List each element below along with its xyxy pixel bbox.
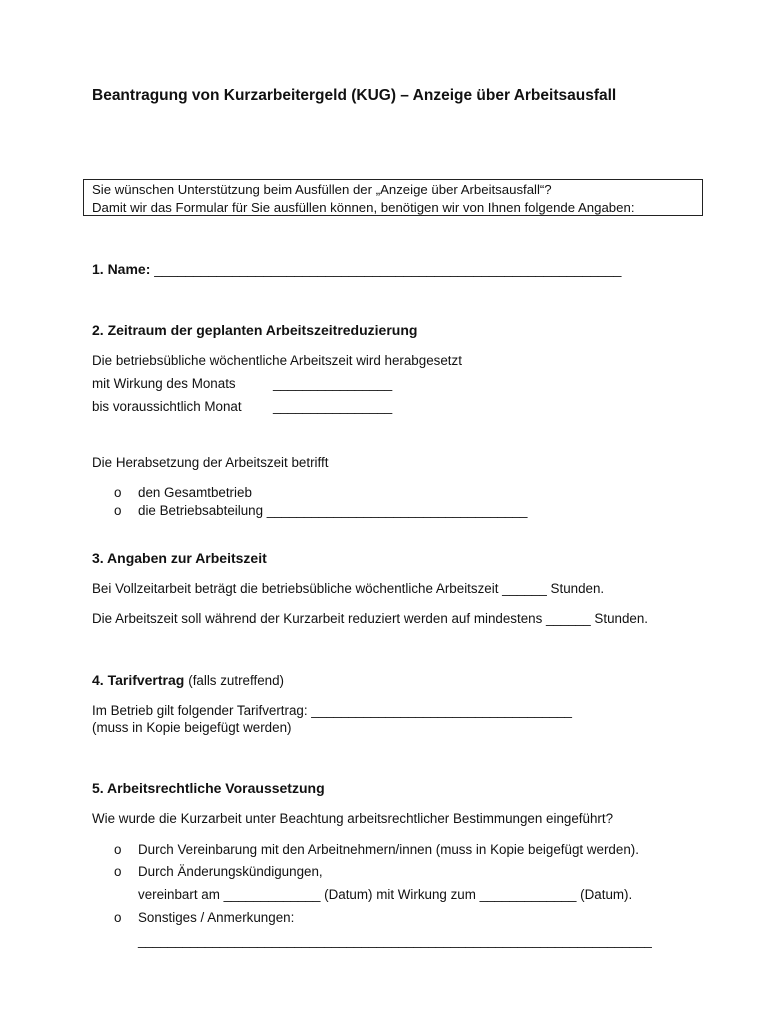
option-bullet[interactable]: o (114, 864, 122, 879)
tariff-contract-note: (muss in Kopie beigefügt werden) (92, 720, 292, 735)
section-4-title: 4. Tarifvertrag (92, 672, 185, 688)
section-4-note: (falls zutreffend) (188, 673, 284, 688)
option-other-remarks: Sonstiges / Anmerkungen: (138, 910, 295, 925)
end-month-label: bis voraussichtlich Monat (92, 399, 242, 414)
section-4-heading (92, 672, 284, 688)
option-bullet[interactable]: o (114, 910, 122, 925)
name-label: 1. Name: (92, 261, 151, 277)
tariff-contract-line[interactable]: Im Betrieb gilt folgender Tarifvertrag: ___________________________________ (92, 703, 572, 718)
page-title: Beantragung von Kurzarbeitergeld (KUG) – Anzeige über Arbeitsausfall (92, 87, 617, 104)
option-termination-notices: Durch Änderungskündigungen, (138, 864, 323, 879)
option-department[interactable]: die Betriebsabteilung ___________________________________ (138, 503, 528, 518)
end-month-blank[interactable]: ________________ (273, 399, 393, 414)
agreement-date-line[interactable]: vereinbart am _____________ (Datum) mit Wirkung zum _____________ (Datum). (138, 887, 633, 902)
section-5-question: Wie wurde die Kurzarbeit unter Beachtung arbeitsrechtlicher Bestimmungen eingeführt? (92, 811, 614, 826)
name-blank[interactable]: ____________________________________________________________ (154, 261, 622, 277)
option-whole-company: den Gesamtbetrieb (138, 485, 252, 500)
name-field[interactable] (92, 261, 621, 277)
info-box (83, 179, 703, 216)
reduced-hours-line[interactable]: Die Arbeitszeit soll während der Kurzarbeit reduziert werden auf mindestens ______ Stunden. (92, 611, 649, 626)
info-line-2: Damit wir das Formular für Sie ausfüllen können, benötigen wir von Ihnen folgende Angaben: (92, 199, 635, 215)
fulltime-hours-line[interactable]: Bei Vollzeitarbeit beträgt die betriebsübliche wöchentliche Arbeitszeit ______ Stunden. (92, 581, 605, 596)
option-bullet[interactable]: o (114, 842, 122, 857)
option-bullet[interactable]: o (114, 485, 122, 500)
start-month-label: mit Wirkung des Monats (92, 376, 236, 391)
option-bullet[interactable]: o (114, 503, 122, 518)
reduction-affects-label: Die Herabsetzung der Arbeitszeit betrifft (92, 455, 329, 470)
section-2-heading: 2. Zeitraum der geplanten Arbeitszeitreduzierung (92, 322, 418, 338)
section-3-heading: 3. Angaben zur Arbeitszeit (92, 550, 267, 566)
section-5-heading: 5. Arbeitsrechtliche Voraussetzung (92, 780, 325, 796)
section-2-intro: Die betriebsübliche wöchentliche Arbeitszeit wird herabgesetzt (92, 353, 462, 368)
option-agreement: Durch Vereinbarung mit den Arbeitnehmern/innen (muss in Kopie beigefügt werden). (138, 842, 639, 857)
info-line-1: Sie wünschen Unterstützung beim Ausfüllen der „Anzeige über Arbeitsausfall“? (92, 182, 552, 197)
start-month-blank[interactable]: ________________ (273, 376, 393, 391)
remarks-blank[interactable]: _____________________________________________________________________ (138, 933, 652, 948)
